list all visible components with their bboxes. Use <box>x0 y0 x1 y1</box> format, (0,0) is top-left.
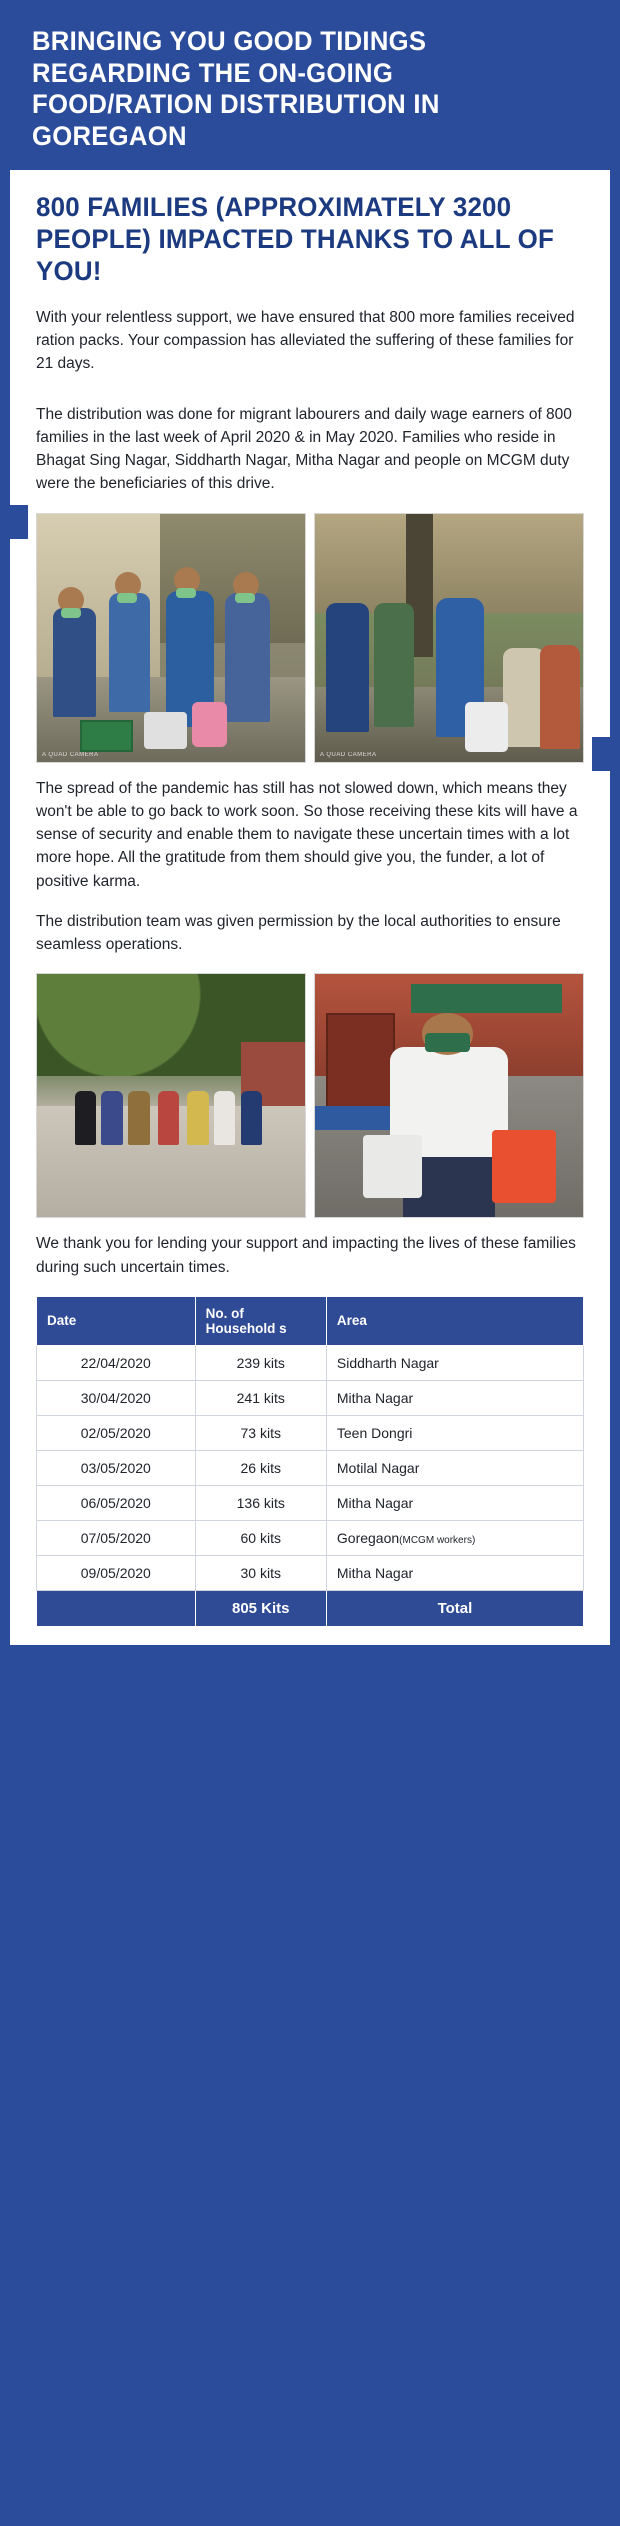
accent-square-right <box>592 737 610 771</box>
page-title: BRINGING YOU GOOD TIDINGS REGARDING THE ON-GOING FOOD/RATION DISTRIBUTION IN GOREGAON <box>32 26 440 151</box>
photo-watermark: A QUAD CAMERA <box>42 751 99 758</box>
photo-row-1 <box>36 513 584 763</box>
cell-area: Mitha Nagar <box>326 1485 583 1520</box>
photo-distributing-ration-kits <box>314 513 584 763</box>
table-total-row <box>37 1590 584 1626</box>
cell-households: 60 kits <box>195 1520 326 1555</box>
content-card <box>10 170 610 1645</box>
paragraph-1: With your relentless support, we have ensured that 800 more families received ration packs. Your compassion has alleviated the suffering of these families for 21 days. <box>36 308 575 373</box>
cell-area: Siddharth Nagar <box>326 1345 583 1380</box>
cell-date: 07/05/2020 <box>37 1520 196 1555</box>
cell-area: Mitha Nagar <box>326 1380 583 1415</box>
paragraph-3: The spread of the pandemic has still has not slowed down, which means they won't be able to go back to work soon. So those receiving these kits will have a sense of security and enable them to navigate these uncertain times with a lot more hope. All the gratitude from them should give you, the funder, a lot of positive karma. <box>36 779 578 890</box>
footer-strip <box>10 1645 610 1659</box>
cell-households: 241 kits <box>195 1380 326 1415</box>
total-blank <box>37 1590 196 1626</box>
cell-households: 73 kits <box>195 1415 326 1450</box>
distribution-table-wrapper <box>36 1296 584 1627</box>
table-row <box>37 1415 584 1450</box>
table-row <box>37 1345 584 1380</box>
cell-date: 02/05/2020 <box>37 1415 196 1450</box>
total-kits: 805 Kits <box>195 1590 326 1626</box>
paragraph-4: The distribution team was given permission by the local authorities to ensure seamless operations. <box>36 912 561 954</box>
cell-area <box>326 1520 583 1555</box>
table-row <box>37 1380 584 1415</box>
table-header-row <box>37 1296 584 1345</box>
distribution-table <box>36 1296 584 1627</box>
cell-area-note: (MCGM workers) <box>399 1534 476 1546</box>
table-row <box>37 1485 584 1520</box>
column-header-area: Area <box>326 1296 583 1345</box>
table-row <box>37 1450 584 1485</box>
cell-area: Motilal Nagar <box>326 1450 583 1485</box>
photo-beneficiary-with-kit <box>314 973 584 1218</box>
photo-volunteers-at-table <box>36 513 306 763</box>
table-row <box>37 1555 584 1590</box>
cell-date: 22/04/2020 <box>37 1345 196 1380</box>
cell-households: 136 kits <box>195 1485 326 1520</box>
cell-households: 239 kits <box>195 1345 326 1380</box>
header-banner <box>10 10 610 170</box>
cell-area: Mitha Nagar <box>326 1555 583 1590</box>
column-header-households: No. of Household s <box>195 1296 326 1345</box>
photo-row-2 <box>36 973 584 1218</box>
cell-households: 30 kits <box>195 1555 326 1590</box>
paragraph-2: The distribution was done for migrant labourers and daily wage earners of 800 families in the last week of April 2020 & in May 2020. Families who reside in Bhagat Sing Nagar, Siddharth Nagar, Mitha Nagar and people on MCGM duty were the beneficiaries of this drive. <box>36 405 572 493</box>
cell-date: 09/05/2020 <box>37 1555 196 1590</box>
paragraph-5: We thank you for lending your support and impacting the lives of these families during such uncertain times. <box>36 1235 576 1276</box>
accent-square-left <box>10 505 28 539</box>
cell-date: 06/05/2020 <box>37 1485 196 1520</box>
column-header-date: Date <box>37 1296 196 1345</box>
photo-queue-on-lane <box>36 973 306 1218</box>
total-label: Total <box>326 1590 583 1626</box>
cell-households: 26 kits <box>195 1450 326 1485</box>
table-row <box>37 1520 584 1555</box>
headline: 800 FAMILIES (APPROXIMATELY 3200 PEOPLE) IMPACTED THANKS TO ALL OF YOU! <box>36 192 555 287</box>
cell-area: Teen Dongri <box>326 1415 583 1450</box>
cell-area-label: Goregaon <box>336 1529 400 1546</box>
cell-date: 03/05/2020 <box>37 1450 196 1485</box>
cell-date: 30/04/2020 <box>37 1380 196 1415</box>
photo-watermark: A QUAD CAMERA <box>320 751 377 758</box>
